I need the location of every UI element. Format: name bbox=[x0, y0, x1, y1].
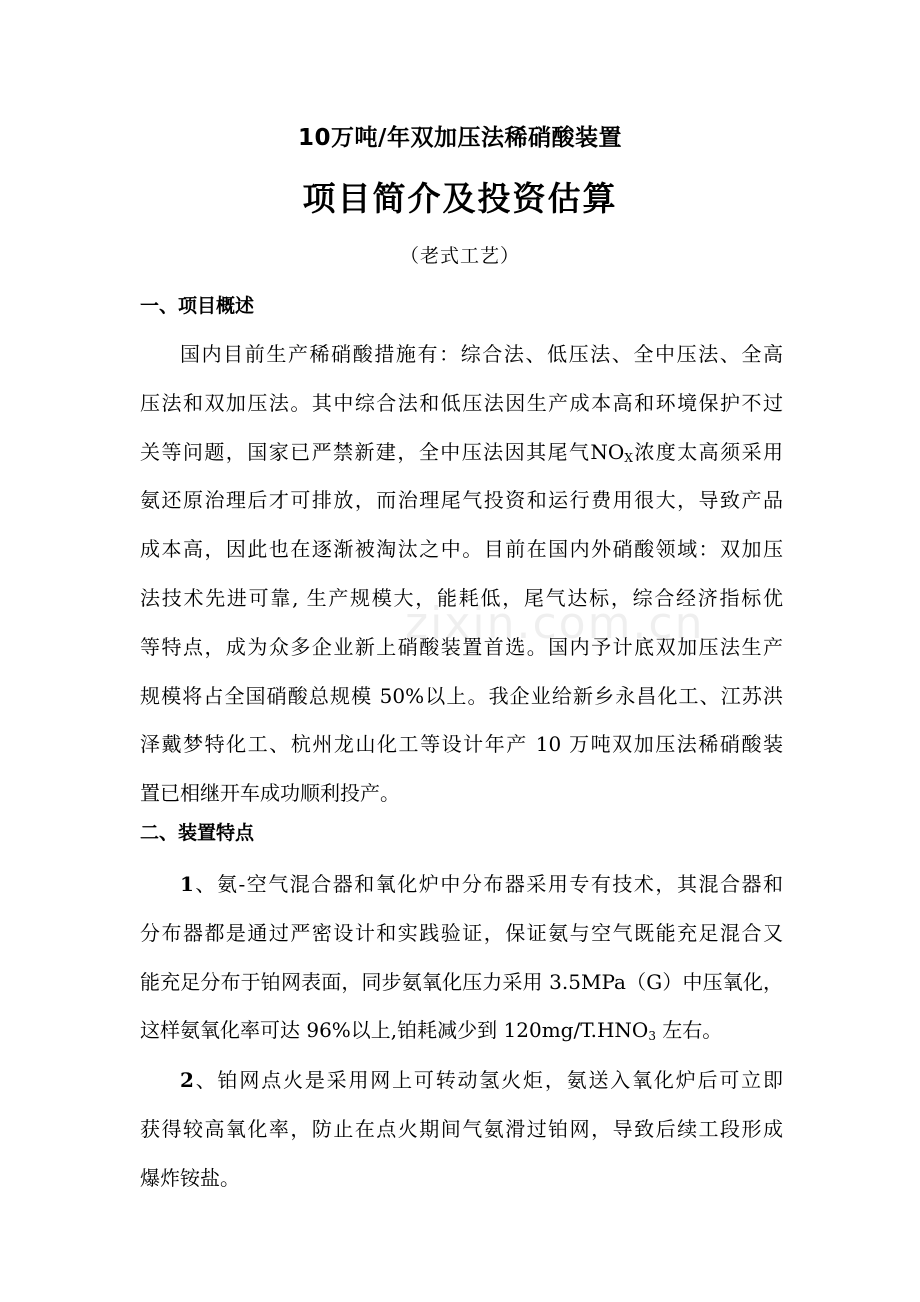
line-text: 左右。 bbox=[655, 1018, 723, 1043]
section1-heading: 一、项目概述 bbox=[140, 295, 255, 317]
paragraph-line: 法技术先进可靠, 生产规模大，能耗低，尾气达标，综合经济指标优 bbox=[140, 585, 783, 610]
section2-heading: 二、装置特点 bbox=[140, 822, 255, 844]
paragraph-line: 等特点，成为众多企业新上硝酸装置首选。国内予计底双加压法生产 bbox=[140, 634, 783, 659]
item-number: 2 bbox=[180, 1068, 194, 1092]
paragraph-line: 压法和双加压法。其中综合法和低压法因生产成本高和环境保护不过 bbox=[140, 390, 783, 415]
item-number: 1 bbox=[180, 872, 194, 896]
nox-formula bbox=[590, 440, 632, 464]
paragraph-line: 获得较高氧化率，防止在点火期间气氨滑过铂网，导致后续工段形成 bbox=[140, 1116, 783, 1141]
paragraph-line: 国内目前生产稀硝酸措施有：综合法、低压法、全中压法、全高 bbox=[180, 342, 783, 366]
document-subtitle: （老式工艺） bbox=[399, 245, 520, 267]
paragraph-line: 爆炸铵盐。 bbox=[140, 1165, 240, 1190]
hno3-subscript: 3 bbox=[648, 1029, 656, 1044]
nox-subscript: X bbox=[624, 450, 633, 465]
line-text: 关等问题，国家已严禁新建，全中压法因其尾气 bbox=[140, 439, 591, 464]
nox-main: NO bbox=[590, 439, 625, 464]
line-text: 这样氨氧化率可达 96%以上,铂耗减少到 120mg/T.HNO bbox=[140, 1018, 649, 1043]
section2-item2 bbox=[140, 1056, 783, 1202]
paragraph-line: 置已相继开车成功顺利投产。 bbox=[140, 781, 400, 806]
section1-paragraph bbox=[140, 330, 783, 818]
paragraph-line: 规模将占全国硝酸总规模 50%以上。我企业给新乡永昌化工、江苏洪 bbox=[140, 683, 783, 708]
paragraph-line bbox=[140, 1056, 783, 1105]
line-text: 、氨-空气混合器和氧化炉中分布器采用专有技术，其混合器和 bbox=[193, 872, 783, 896]
paragraph-line: 分布器都是通过严密设计和实践验证，保证氨与空气既能充足混合又 bbox=[140, 920, 783, 945]
paragraph-line: 泽戴梦特化工、杭州龙山化工等设计年产 10 万吨双加压法稀硝酸装 bbox=[140, 732, 783, 757]
line-text: 、铂网点火是采用网上可转动氢火炬，氨送入氧化炉后可立即 bbox=[193, 1068, 783, 1092]
paragraph-line: 成本高，因此也在逐渐被淘汰之中。目前在国内外硝酸领域：双加压 bbox=[140, 537, 783, 562]
paragraph-line bbox=[140, 860, 783, 909]
paragraph-line bbox=[140, 428, 783, 477]
document-title-line2: 项目简介及投资估算 bbox=[302, 179, 618, 218]
watermark: zixin.com.cn bbox=[405, 598, 705, 649]
line-text: 浓度太高须采用 bbox=[632, 439, 784, 464]
paragraph-line: 能充足分布于铂网表面，同步氨氧化压力采用 3.5MPa（G）中压氧化， bbox=[140, 969, 783, 994]
paragraph-line: 氨还原治理后才可排放，而治理尾气投资和运行费用很大，导致产品 bbox=[140, 488, 783, 513]
paragraph-line bbox=[140, 1006, 783, 1055]
section2-item1 bbox=[140, 860, 783, 1055]
document-title-line1: 10万吨/年双加压法稀硝酸装置 bbox=[298, 125, 622, 151]
